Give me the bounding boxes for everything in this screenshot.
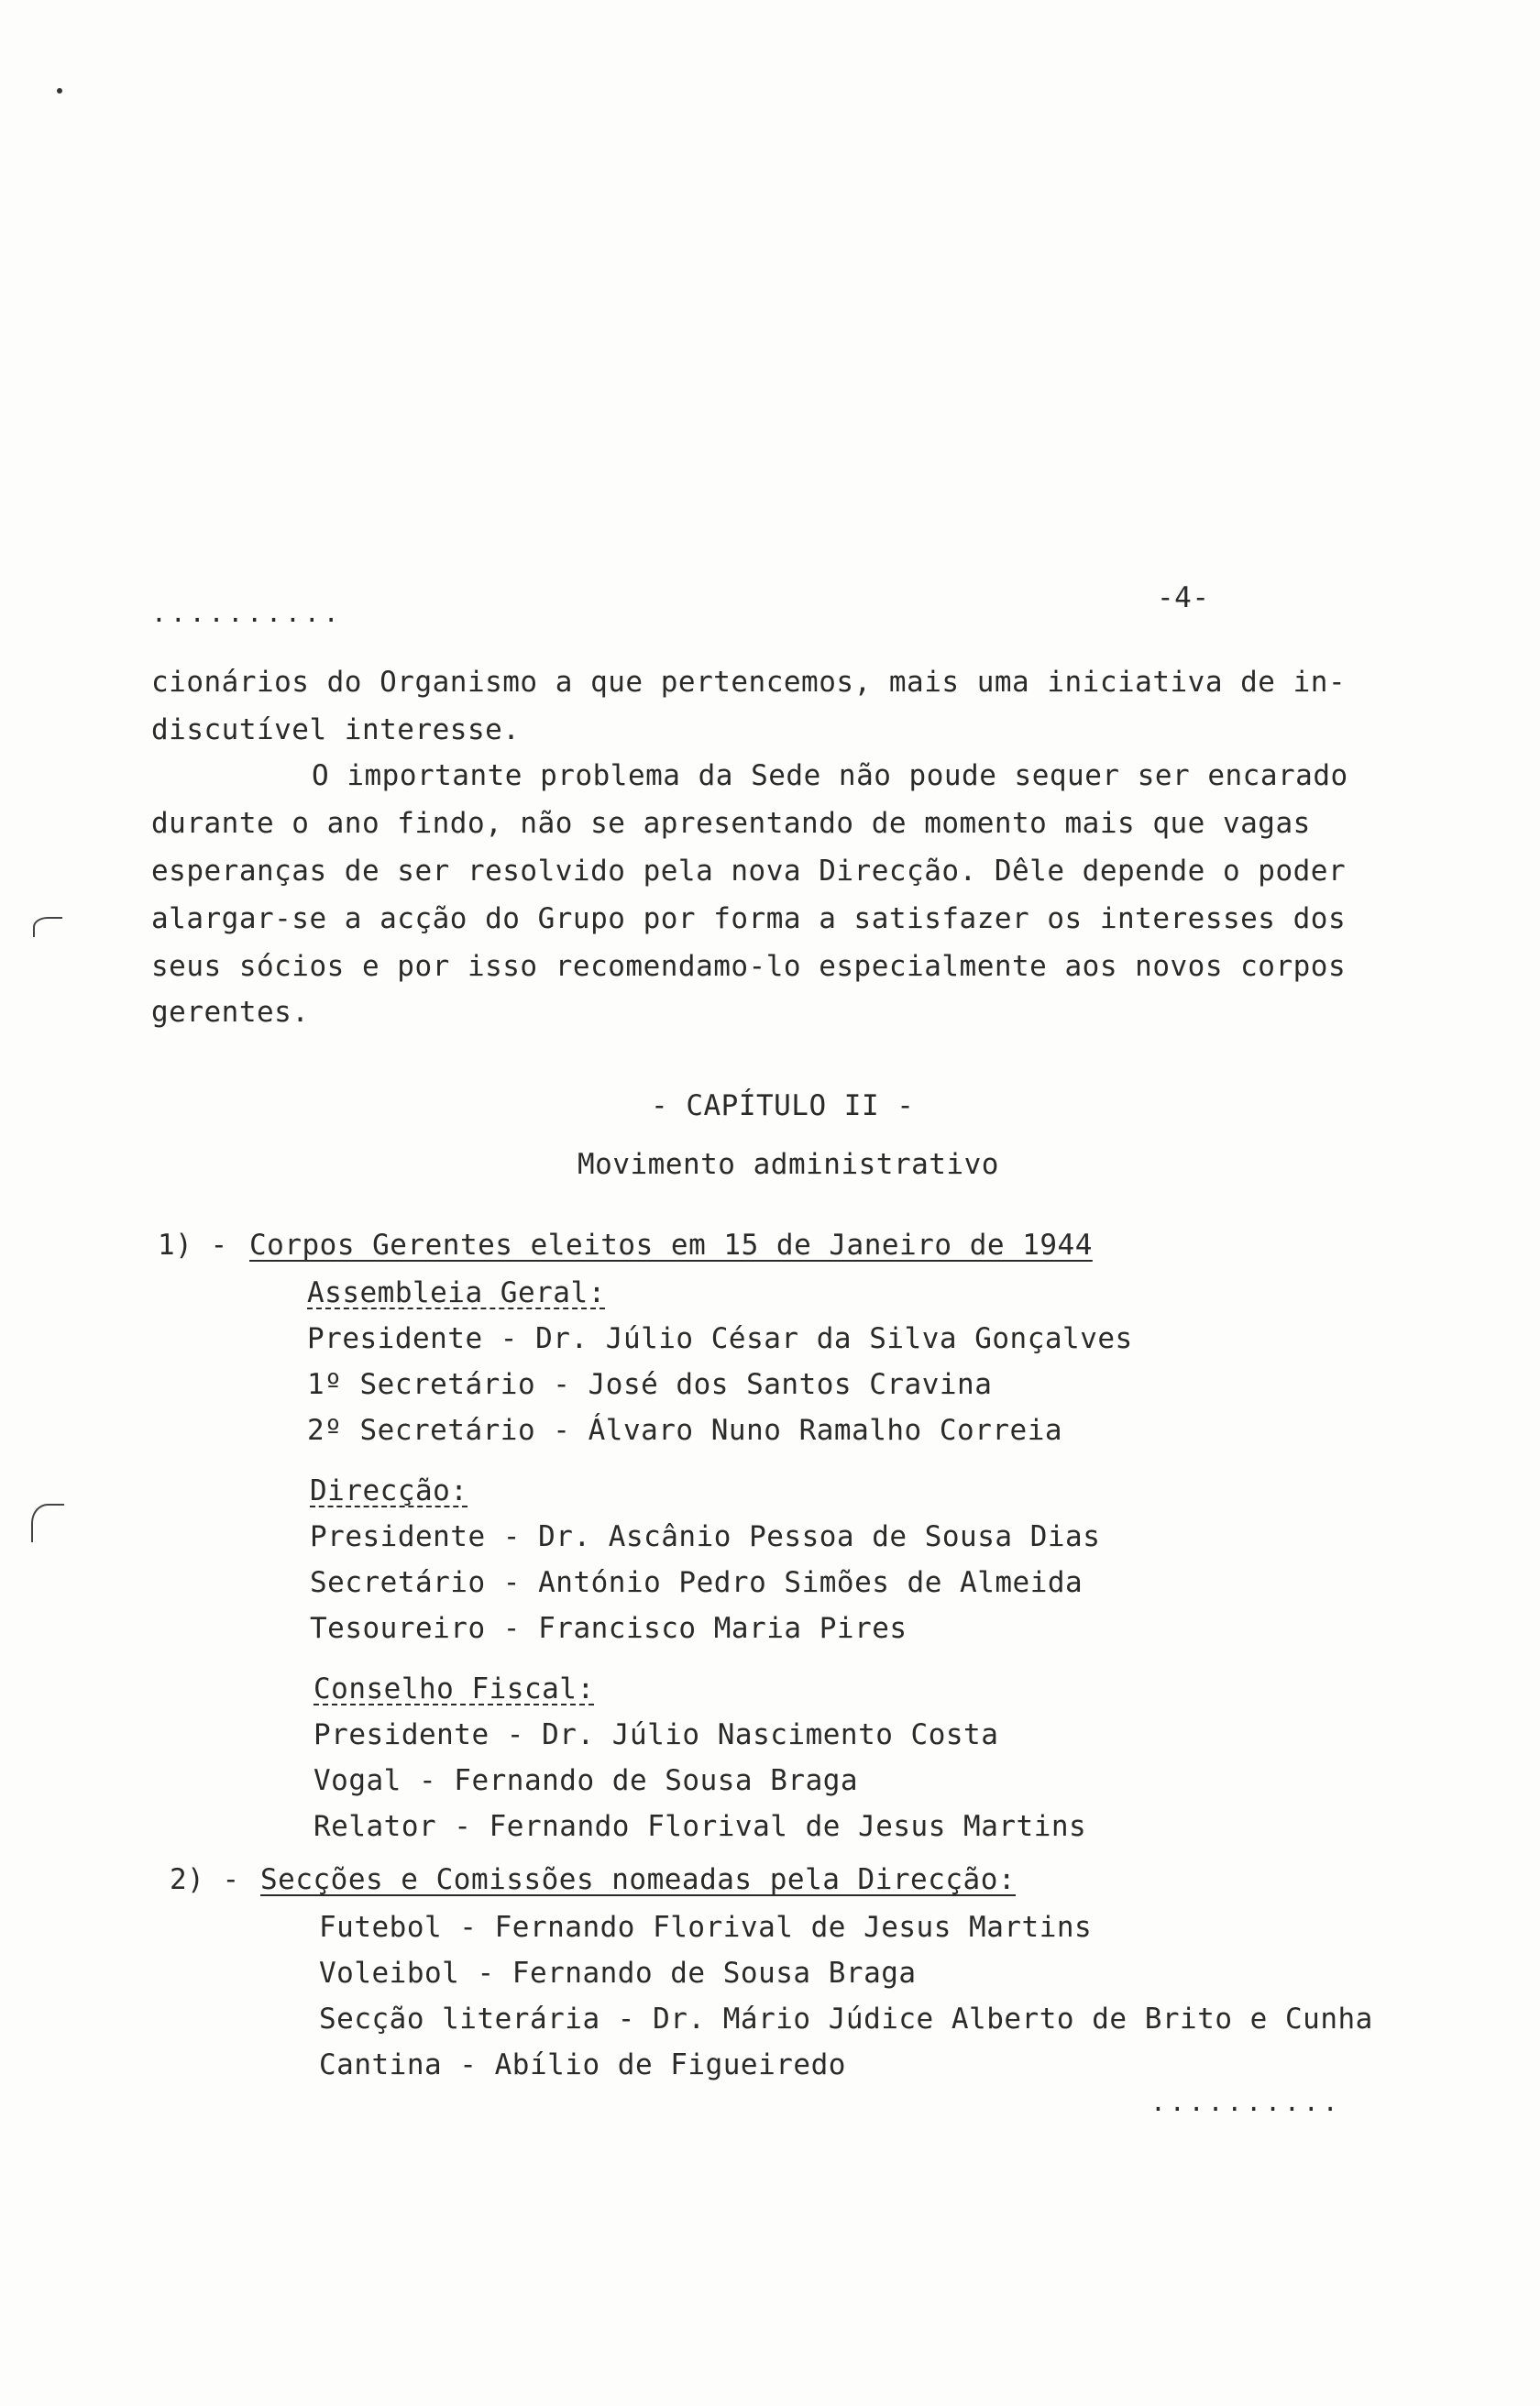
paragraph-line: gerentes. — [151, 996, 310, 1029]
officer-row: Presidente - Dr. Ascânio Pessoa de Sousa Dias — [310, 1520, 1101, 1553]
margin-hole-mark — [31, 1504, 64, 1542]
section-number: 2) - — [170, 1863, 240, 1896]
officer-row: 2º Secretário - Álvaro Nuno Ramalho Correia — [307, 1414, 1063, 1447]
subsection-heading: Direcção: — [310, 1474, 468, 1507]
committee-row: Futebol - Fernando Florival de Jesus Martins — [319, 1911, 1093, 1944]
continuation-dots-bottom: .......... — [1150, 2087, 1342, 2117]
officer-row: Secretário - António Pedro Simões de Almeida — [310, 1566, 1084, 1599]
paragraph-line: cionários do Organismo a que pertencemos, mais uma iniciativa de in- — [151, 666, 1347, 699]
committee-row: Voleibol - Fernando de Sousa Braga — [319, 1957, 917, 1990]
continuation-dots-top: .......... — [151, 598, 343, 628]
chapter-title: - CAPÍTULO II - — [651, 1089, 915, 1122]
section-heading: Corpos Gerentes eleitos em 15 de Janeiro de 1944 — [249, 1229, 1093, 1262]
paragraph-line: discutível interesse. — [151, 713, 521, 746]
margin-hole-mark — [33, 917, 62, 937]
committee-row: Cantina - Abílio de Figueiredo — [319, 2048, 846, 2081]
subsection-heading: Conselho Fiscal: — [314, 1672, 595, 1705]
margin-speck — [57, 88, 62, 94]
committee-row: Secção literária - Dr. Mário Júdice Alberto de Brito e Cunha — [319, 2003, 1373, 2036]
page-number: -4- — [1157, 581, 1210, 614]
paragraph-line: seus sócios e por isso recomendamo-lo especialmente aos novos corpos — [151, 950, 1347, 983]
officer-row: Relator - Fernando Florival de Jesus Martins — [314, 1810, 1087, 1843]
officer-row: Tesoureiro - Francisco Maria Pires — [310, 1612, 908, 1645]
officer-row: 1º Secretário - José dos Santos Cravina — [307, 1368, 993, 1401]
paragraph-line: O importante problema da Sede não poude sequer ser encarado — [312, 759, 1348, 792]
paragraph-line: durante o ano findo, não se apresentando de momento mais que vagas — [151, 807, 1311, 840]
section-heading: Secções e Comissões nomeadas pela Direcção: — [260, 1863, 1017, 1896]
section-number: 1) - — [158, 1229, 228, 1262]
chapter-subtitle: Movimento administrativo — [578, 1148, 999, 1181]
paragraph-line: esperanças de ser resolvido pela nova Direcção. Dêle depende o poder — [151, 855, 1347, 888]
officer-row: Presidente - Dr. Júlio Nascimento Costa — [314, 1718, 999, 1751]
subsection-heading: Assembleia Geral: — [307, 1276, 606, 1309]
officer-row: Presidente - Dr. Júlio César da Silva Gonçalves — [307, 1322, 1133, 1355]
officer-row: Vogal - Fernando de Sousa Braga — [314, 1764, 859, 1797]
paragraph-line: alargar-se a acção do Grupo por forma a satisfazer os interesses dos — [151, 902, 1347, 935]
